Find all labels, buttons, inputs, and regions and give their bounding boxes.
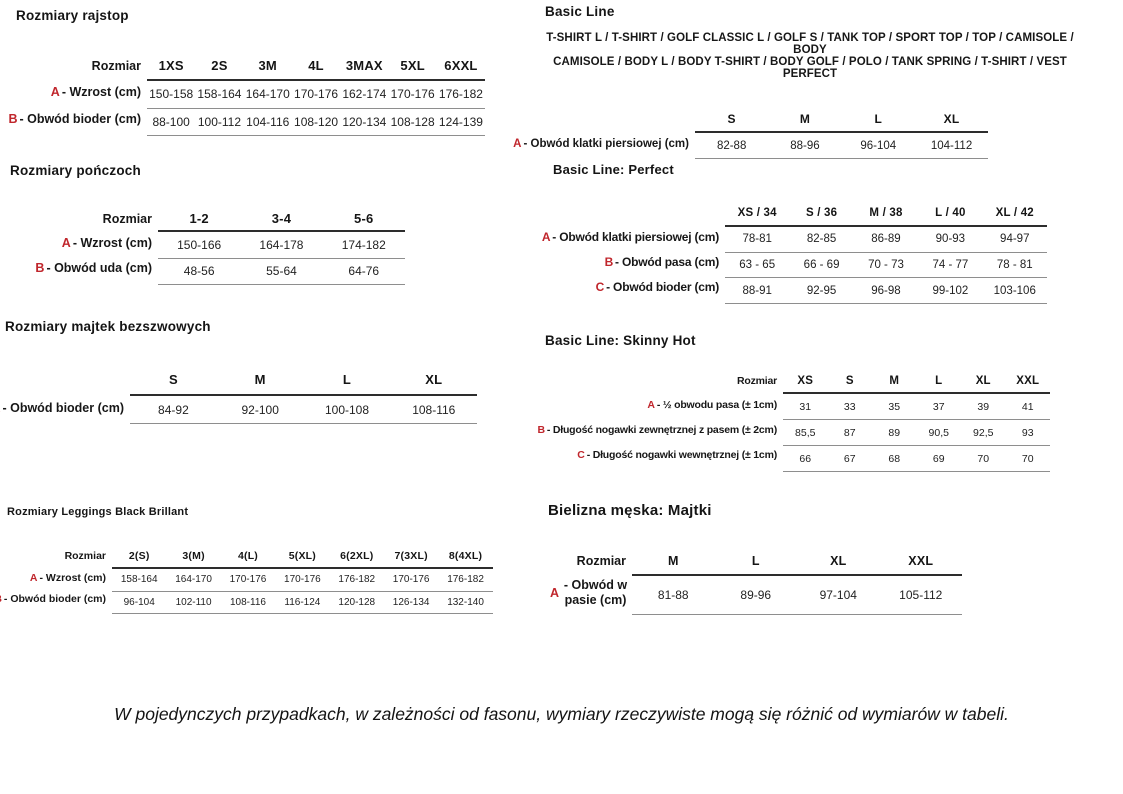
size-header-row (632, 547, 962, 575)
size-column-header: 3M (244, 52, 292, 80)
dimension-letter (0, 593, 2, 605)
section-title: Rozmiary pończoch (10, 163, 141, 178)
measurement-row (695, 132, 988, 159)
measurement-value: 102-110 (166, 591, 220, 614)
section-title: Rozmiary Leggings Black Brillant (7, 506, 189, 518)
size-column-header: L (917, 370, 962, 393)
measurement-label: B - Obwód bioder (cm) (8, 111, 141, 126)
measurement-label: C - Długość nogawki wewnętrznej (± 1cm) (577, 448, 777, 461)
measurement-value: 170-176 (292, 80, 340, 108)
section-rozmiary-majtek-bezszwowych (2, 319, 477, 424)
size-table-majtki-meskie (632, 547, 962, 615)
size-header-row (158, 207, 405, 231)
size-column-header: L (304, 364, 391, 395)
measurement-value: 100-112 (195, 108, 243, 136)
size-column-header: L (842, 107, 915, 132)
size-column-header: 1-2 (158, 207, 240, 231)
section-bielizna-meska-majtki (548, 502, 962, 615)
size-column-header: S (130, 364, 217, 395)
rozmiar-corner-label (719, 201, 725, 225)
measurement-row (632, 575, 962, 615)
measurement-value: 55-64 (240, 258, 322, 285)
size-header-row (112, 545, 493, 568)
size-column-header: 2S (195, 52, 243, 80)
measurement-value: 126-134 (384, 591, 438, 614)
measurement-value: 89-96 (715, 575, 798, 615)
measurement-value: 70 - 73 (854, 252, 918, 278)
size-column-header: M (632, 547, 715, 575)
measurement-label: A - Wzrost (cm) (29, 571, 106, 584)
measurement-value: 158-164 (112, 568, 166, 591)
measurement-value: 93 (1006, 420, 1051, 446)
measurement-value: 97-104 (797, 575, 880, 615)
size-table-rajstop (147, 52, 485, 136)
size-table-perfect (725, 201, 1047, 304)
measurement-value: 84-92 (130, 395, 217, 424)
size-column-header: XL (915, 107, 988, 132)
size-header-row (695, 107, 988, 132)
measurement-label: B - Obwód uda (cm) (35, 261, 152, 276)
measurement-value: 92,5 (961, 420, 1006, 446)
row-label-column (541, 201, 725, 299)
dimension-letter: B (537, 423, 545, 436)
size-column-header: 6(2XL) (330, 545, 384, 568)
size-column-header: XL (390, 364, 477, 395)
measurement-value: 39 (961, 393, 1006, 420)
dimension-letter: A (513, 137, 522, 150)
measurement-value: 176-182 (330, 568, 384, 591)
measurement-value: 68 (872, 446, 917, 472)
dimension-letter: A (50, 85, 60, 100)
measurement-value: 78 - 81 (983, 252, 1047, 278)
measurement-value: 108-120 (292, 108, 340, 136)
measurement-value: 176-182 (437, 80, 485, 108)
measurement-value: 64-76 (323, 258, 405, 285)
section-title: Basic Line (545, 4, 615, 19)
measurement-value: 100-108 (304, 395, 391, 424)
size-column-header: 4L (292, 52, 340, 80)
section-rozmiary-ponczoch (10, 163, 405, 285)
rozmiar-corner-label: Rozmiar (736, 375, 777, 387)
measurement-label: A - Obwód klatki piersiowej (cm) (541, 230, 719, 245)
measurement-value: 70 (961, 446, 1006, 472)
row-label-column (3, 545, 112, 610)
measurement-value: 69 (917, 446, 962, 472)
size-column-header: S / 36 (789, 201, 853, 226)
size-header-row (147, 52, 485, 80)
measurement-value: 63 - 65 (725, 252, 789, 278)
measurement-value: 124-139 (437, 108, 485, 136)
size-table-host (10, 207, 405, 285)
measurement-row (158, 231, 405, 258)
size-table-host (548, 547, 962, 615)
size-column-header: XL (961, 370, 1006, 393)
size-column-header: M (217, 364, 304, 395)
measurement-value: 82-88 (695, 132, 768, 159)
measurement-value: 158-164 (195, 80, 243, 108)
size-column-header: M / 38 (854, 201, 918, 226)
dimension-letter: A (29, 571, 38, 584)
measurement-value: 74 - 77 (918, 252, 982, 278)
measurement-value: 164-170 (166, 568, 220, 591)
size-table-leggings (112, 545, 493, 614)
dimension-letter: C (595, 279, 605, 294)
section-title: Basic Line: Perfect (553, 162, 674, 177)
size-table-ponczoch (158, 207, 405, 285)
size-column-header: L (715, 547, 798, 575)
section-title: Bielizna męska: Majtki (548, 502, 712, 519)
measurement-value: 35 (872, 393, 917, 420)
size-table-host (537, 370, 1050, 472)
size-table-host (541, 201, 1047, 304)
dimension-letter: B (8, 111, 18, 126)
dimension-letter: B (35, 261, 45, 276)
size-header-row (725, 201, 1047, 226)
product-list-line-2: CAMISOLE / BODY L / BODY T-SHIRT / BODY GOLF / POLO / TANK SPRING / T-SHIRT / VEST PERFECT (553, 56, 1067, 80)
measurement-label: A - Wzrost (cm) (50, 85, 141, 100)
measurement-value: 66 - 69 (789, 252, 853, 278)
measurement-value: 92-100 (217, 395, 304, 424)
measurement-value: 89 (872, 420, 917, 446)
section-title: Rozmiary rajstop (16, 8, 129, 23)
measurement-value: 174-182 (323, 231, 405, 258)
size-column-header: 5(XL) (275, 545, 329, 568)
size-table-host (8, 52, 485, 136)
measurement-value: 88-96 (768, 132, 841, 159)
size-header-row (783, 370, 1050, 393)
size-column-header: 3-4 (240, 207, 322, 231)
measurement-value: 150-166 (158, 231, 240, 258)
measurement-value: 85,5 (783, 420, 828, 446)
rozmiar-corner-label: Rozmiar (102, 211, 152, 226)
measurement-value: 176-182 (438, 568, 492, 591)
rozmiar-corner-label: Rozmiar (64, 550, 106, 562)
size-column-header: XS (783, 370, 828, 393)
measurement-label: B - Obwód pasa (cm) (604, 255, 719, 270)
size-column-header: M (768, 107, 841, 132)
rozmiar-corner-label: Rozmiar (576, 553, 626, 568)
size-column-header: 7(3XL) (384, 545, 438, 568)
size-column-header: 3MAX (340, 52, 388, 80)
measurement-value: 96-98 (854, 278, 918, 304)
section-basic-line (513, 4, 1110, 159)
measurement-value: 88-91 (725, 278, 789, 304)
rozmiar-corner-label: Rozmiar (91, 58, 141, 73)
measurement-label: A - Obwód klatki piersiowej (cm) (513, 137, 689, 150)
size-table-basic-line (695, 107, 988, 159)
size-column-header: XL (797, 547, 880, 575)
measurement-row (112, 591, 493, 614)
size-table-skinny-hot (783, 370, 1050, 472)
measurement-row (783, 446, 1050, 472)
measurement-value: 120-134 (340, 108, 388, 136)
size-column-header: 1XS (147, 52, 195, 80)
size-table-host (2, 364, 477, 424)
measurement-row (147, 80, 485, 108)
row-label-column (2, 364, 130, 421)
section-basic-line-skinny-hot (537, 333, 1050, 472)
measurement-row (725, 226, 1047, 252)
measurement-row (725, 252, 1047, 278)
size-column-header: 5XL (388, 52, 436, 80)
measurement-label: A - Obwód w pasie (cm) (550, 578, 628, 607)
measurement-value: 170-176 (384, 568, 438, 591)
product-list (545, 32, 1075, 80)
measurement-value: 108-116 (390, 395, 477, 424)
dimension-letter: B (604, 255, 614, 270)
section-rozmiary-rajstop (8, 8, 485, 136)
measurement-label: B - Długość nogawki zewnętrznej z pasem (± 2cm) (537, 423, 777, 436)
measurement-value: 82-85 (789, 226, 853, 252)
size-table-host (513, 107, 1110, 159)
measurement-value: 150-158 (147, 80, 195, 108)
size-column-header: 4(L) (221, 545, 275, 568)
measurement-value: 108-116 (221, 591, 275, 614)
section-basic-line-perfect (541, 162, 1047, 304)
measurement-value: 90-93 (918, 226, 982, 252)
measurement-value: 92-95 (789, 278, 853, 304)
measurement-value: 86-89 (854, 226, 918, 252)
size-table-host (3, 545, 493, 614)
size-column-header: 8(4XL) (438, 545, 492, 568)
measurement-label: A - Wzrost (cm) (61, 235, 152, 250)
section-title: Rozmiary majtek bezszwowych (5, 319, 211, 334)
dimension-letter: A (550, 585, 560, 600)
measurement-row (130, 395, 477, 424)
section-rozmiary-leggings (3, 506, 493, 614)
measurement-label: - Obwód bioder (cm) (0, 589, 112, 611)
row-label-column (10, 207, 158, 281)
dimension-letter: C (577, 448, 585, 461)
measurement-value: 48-56 (158, 258, 240, 285)
measurement-value: 94-97 (983, 226, 1047, 252)
rozmiar-corner-label (689, 107, 695, 131)
size-column-header: S (695, 107, 768, 132)
size-column-header: XL / 42 (983, 201, 1047, 226)
measurement-label: - Obwód bioder (cm) (0, 394, 130, 421)
measurement-value: 103-106 (983, 278, 1047, 304)
dimension-letter: A (541, 230, 551, 245)
measurement-value: 108-128 (388, 108, 436, 136)
measurement-value: 116-124 (275, 591, 329, 614)
row-label-column (8, 52, 147, 132)
measurement-value: 99-102 (918, 278, 982, 304)
measurement-row (112, 568, 493, 591)
measurement-value: 88-100 (147, 108, 195, 136)
size-header-row (130, 364, 477, 395)
measurement-row (147, 108, 485, 136)
measurement-value: 81-88 (632, 575, 715, 615)
size-column-header: XXL (1006, 370, 1051, 393)
size-column-header: 3(M) (166, 545, 220, 568)
measurement-value: 78-81 (725, 226, 789, 252)
measurement-value: 70 (1006, 446, 1051, 472)
measurement-label: A - ½ obwodu pasa (± 1cm) (647, 398, 777, 411)
row-label-column (548, 547, 632, 612)
measurement-value: 170-176 (221, 568, 275, 591)
measurement-value: 41 (1006, 393, 1051, 420)
measurement-value: 67 (828, 446, 873, 472)
measurement-value: 162-174 (340, 80, 388, 108)
size-column-header: L / 40 (918, 201, 982, 226)
measurement-value: 96-104 (842, 132, 915, 159)
row-label-column (537, 370, 783, 467)
measurement-label: C - Obwód bioder (cm) (595, 279, 719, 294)
measurement-value: 170-176 (388, 80, 436, 108)
disclaimer-note: W pojedynczych przypadkach, w zależności od fasonu, wymiary rzeczywiste mogą się różnić od wymiarów w tabeli. (114, 703, 1009, 724)
dimension-letter: A (61, 235, 71, 250)
size-column-header: M (872, 370, 917, 393)
size-column-header: S (828, 370, 873, 393)
measurement-value: 33 (828, 393, 873, 420)
measurement-value: 31 (783, 393, 828, 420)
measurement-row (783, 420, 1050, 446)
dimension-letter: A (647, 398, 655, 411)
measurement-row (725, 278, 1047, 304)
size-column-header: 2(S) (112, 545, 166, 568)
measurement-row (783, 393, 1050, 420)
size-column-header: 5-6 (323, 207, 405, 231)
measurement-value: 66 (783, 446, 828, 472)
rozmiar-corner-label (124, 364, 130, 394)
size-table-majtek (130, 364, 477, 424)
measurement-value: 132-140 (438, 591, 492, 614)
measurement-value: 96-104 (112, 591, 166, 614)
size-column-header: 6XXL (437, 52, 485, 80)
measurement-value: 164-178 (240, 231, 322, 258)
measurement-value: 170-176 (275, 568, 329, 591)
measurement-value: 105-112 (880, 575, 963, 615)
measurement-row (158, 258, 405, 285)
row-label-column (513, 107, 695, 156)
measurement-value: 104-116 (244, 108, 292, 136)
measurement-value: 90,5 (917, 420, 962, 446)
product-list-line-1: T-SHIRT L / T-SHIRT / GOLF CLASSIC L / GOLF S / TANK TOP / SPORT TOP / TOP / CAMISOLE / BODY (546, 32, 1074, 56)
measurement-value: 104-112 (915, 132, 988, 159)
size-column-header: XS / 34 (725, 201, 789, 226)
measurement-value: 164-170 (244, 80, 292, 108)
measurement-value: 37 (917, 393, 962, 420)
size-column-header: XXL (880, 547, 963, 575)
measurement-value: 87 (828, 420, 873, 446)
measurement-value: 120-128 (330, 591, 384, 614)
section-title: Basic Line: Skinny Hot (545, 333, 696, 348)
